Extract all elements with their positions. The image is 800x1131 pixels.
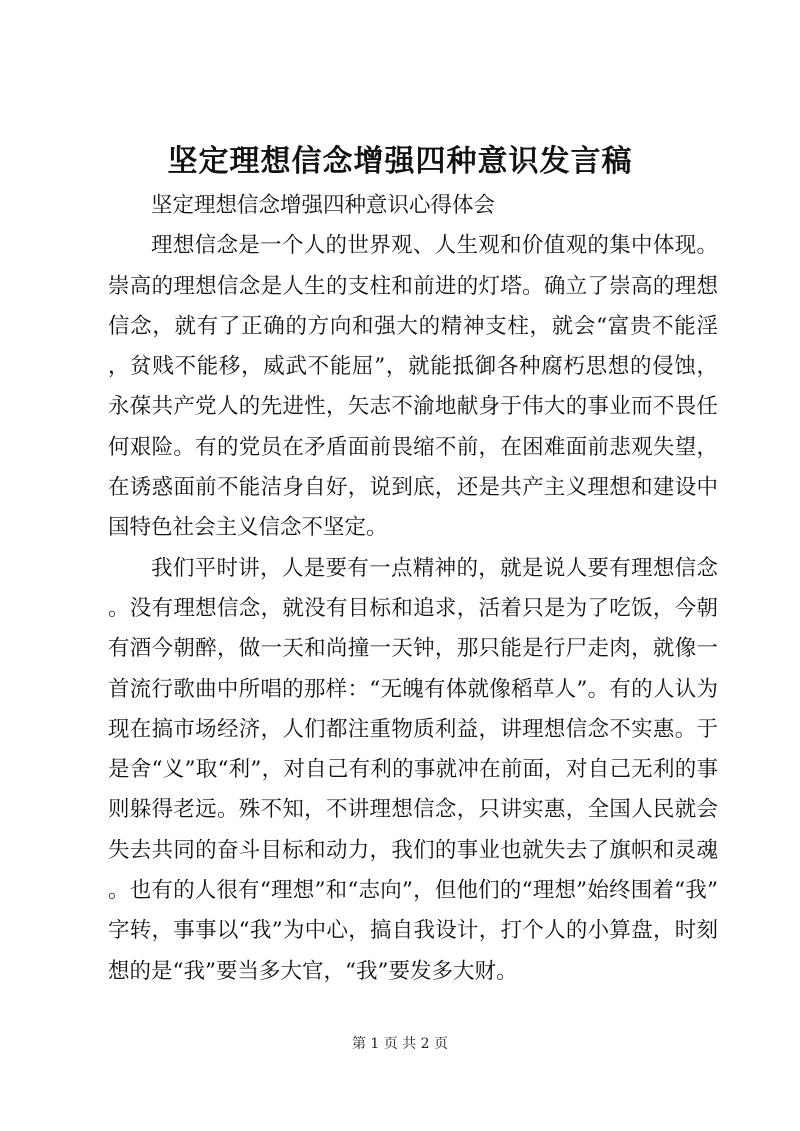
document-title: 坚定理想信念增强四种意识发言稿 xyxy=(167,144,633,179)
subtitle-paragraph: 坚定理想信念增强四种意识心得体会 xyxy=(151,193,496,218)
body-paragraph: 理想信念是一个人的世界观、人生观和价值观的集中体现。崇高的理想信念是人生的支柱和前进的灯塔。确立了崇高的理想信念，就有了正确的方向和强大的精神支柱，就会“富贵不能淫，贫贱不能移，威武不能屈”，就能抵御各种腐朽思想的侵蚀，永葆共产党人的先进性，矢志不渝地献身于伟大的事业而不畏任何艰险。有的党员在矛盾面前畏缩不前，在困难面前悲观失望，在诱惑面前不能洁身自好，说到底，还是共产主义理想和建设中国特色社会主义信念不坚定。 xyxy=(108,233,718,541)
document-body xyxy=(108,186,718,992)
body-paragraph: 我们平时讲，人是要有一点精神的，就是说人要有理想信念。没有理想信念，就没有目标和追求，活着只是为了吃饭，今朝有酒今朝醉，做一天和尚撞一天钟，那只能是行尸走肉，就像一首流行歌曲中所唱的那样：“无魄有体就像稻草人”。有的人认为现在搞市场经济，人们都注重物质利益，讲理想信念不实惠。于是舍“义”取“利”，对自己有利的事就冲在前面，对自己无利的事则躲得老远。殊不知，不讲理想信念，只讲实惠，全国人民就会失去共同的奋斗目标和动力，我们的事业也就失去了旗帜和灵魂。也有的人很有“理想”和“志向”，但他们的“理想”始终围着“我”字转，事事以“我”为中心，搞自我设计，打个人的小算盘，时刻想的是“我”要当多大官，“我”要发多大财。 xyxy=(108,555,718,984)
page-number-footer: 第 1 页 共 2 页 xyxy=(351,1036,449,1052)
